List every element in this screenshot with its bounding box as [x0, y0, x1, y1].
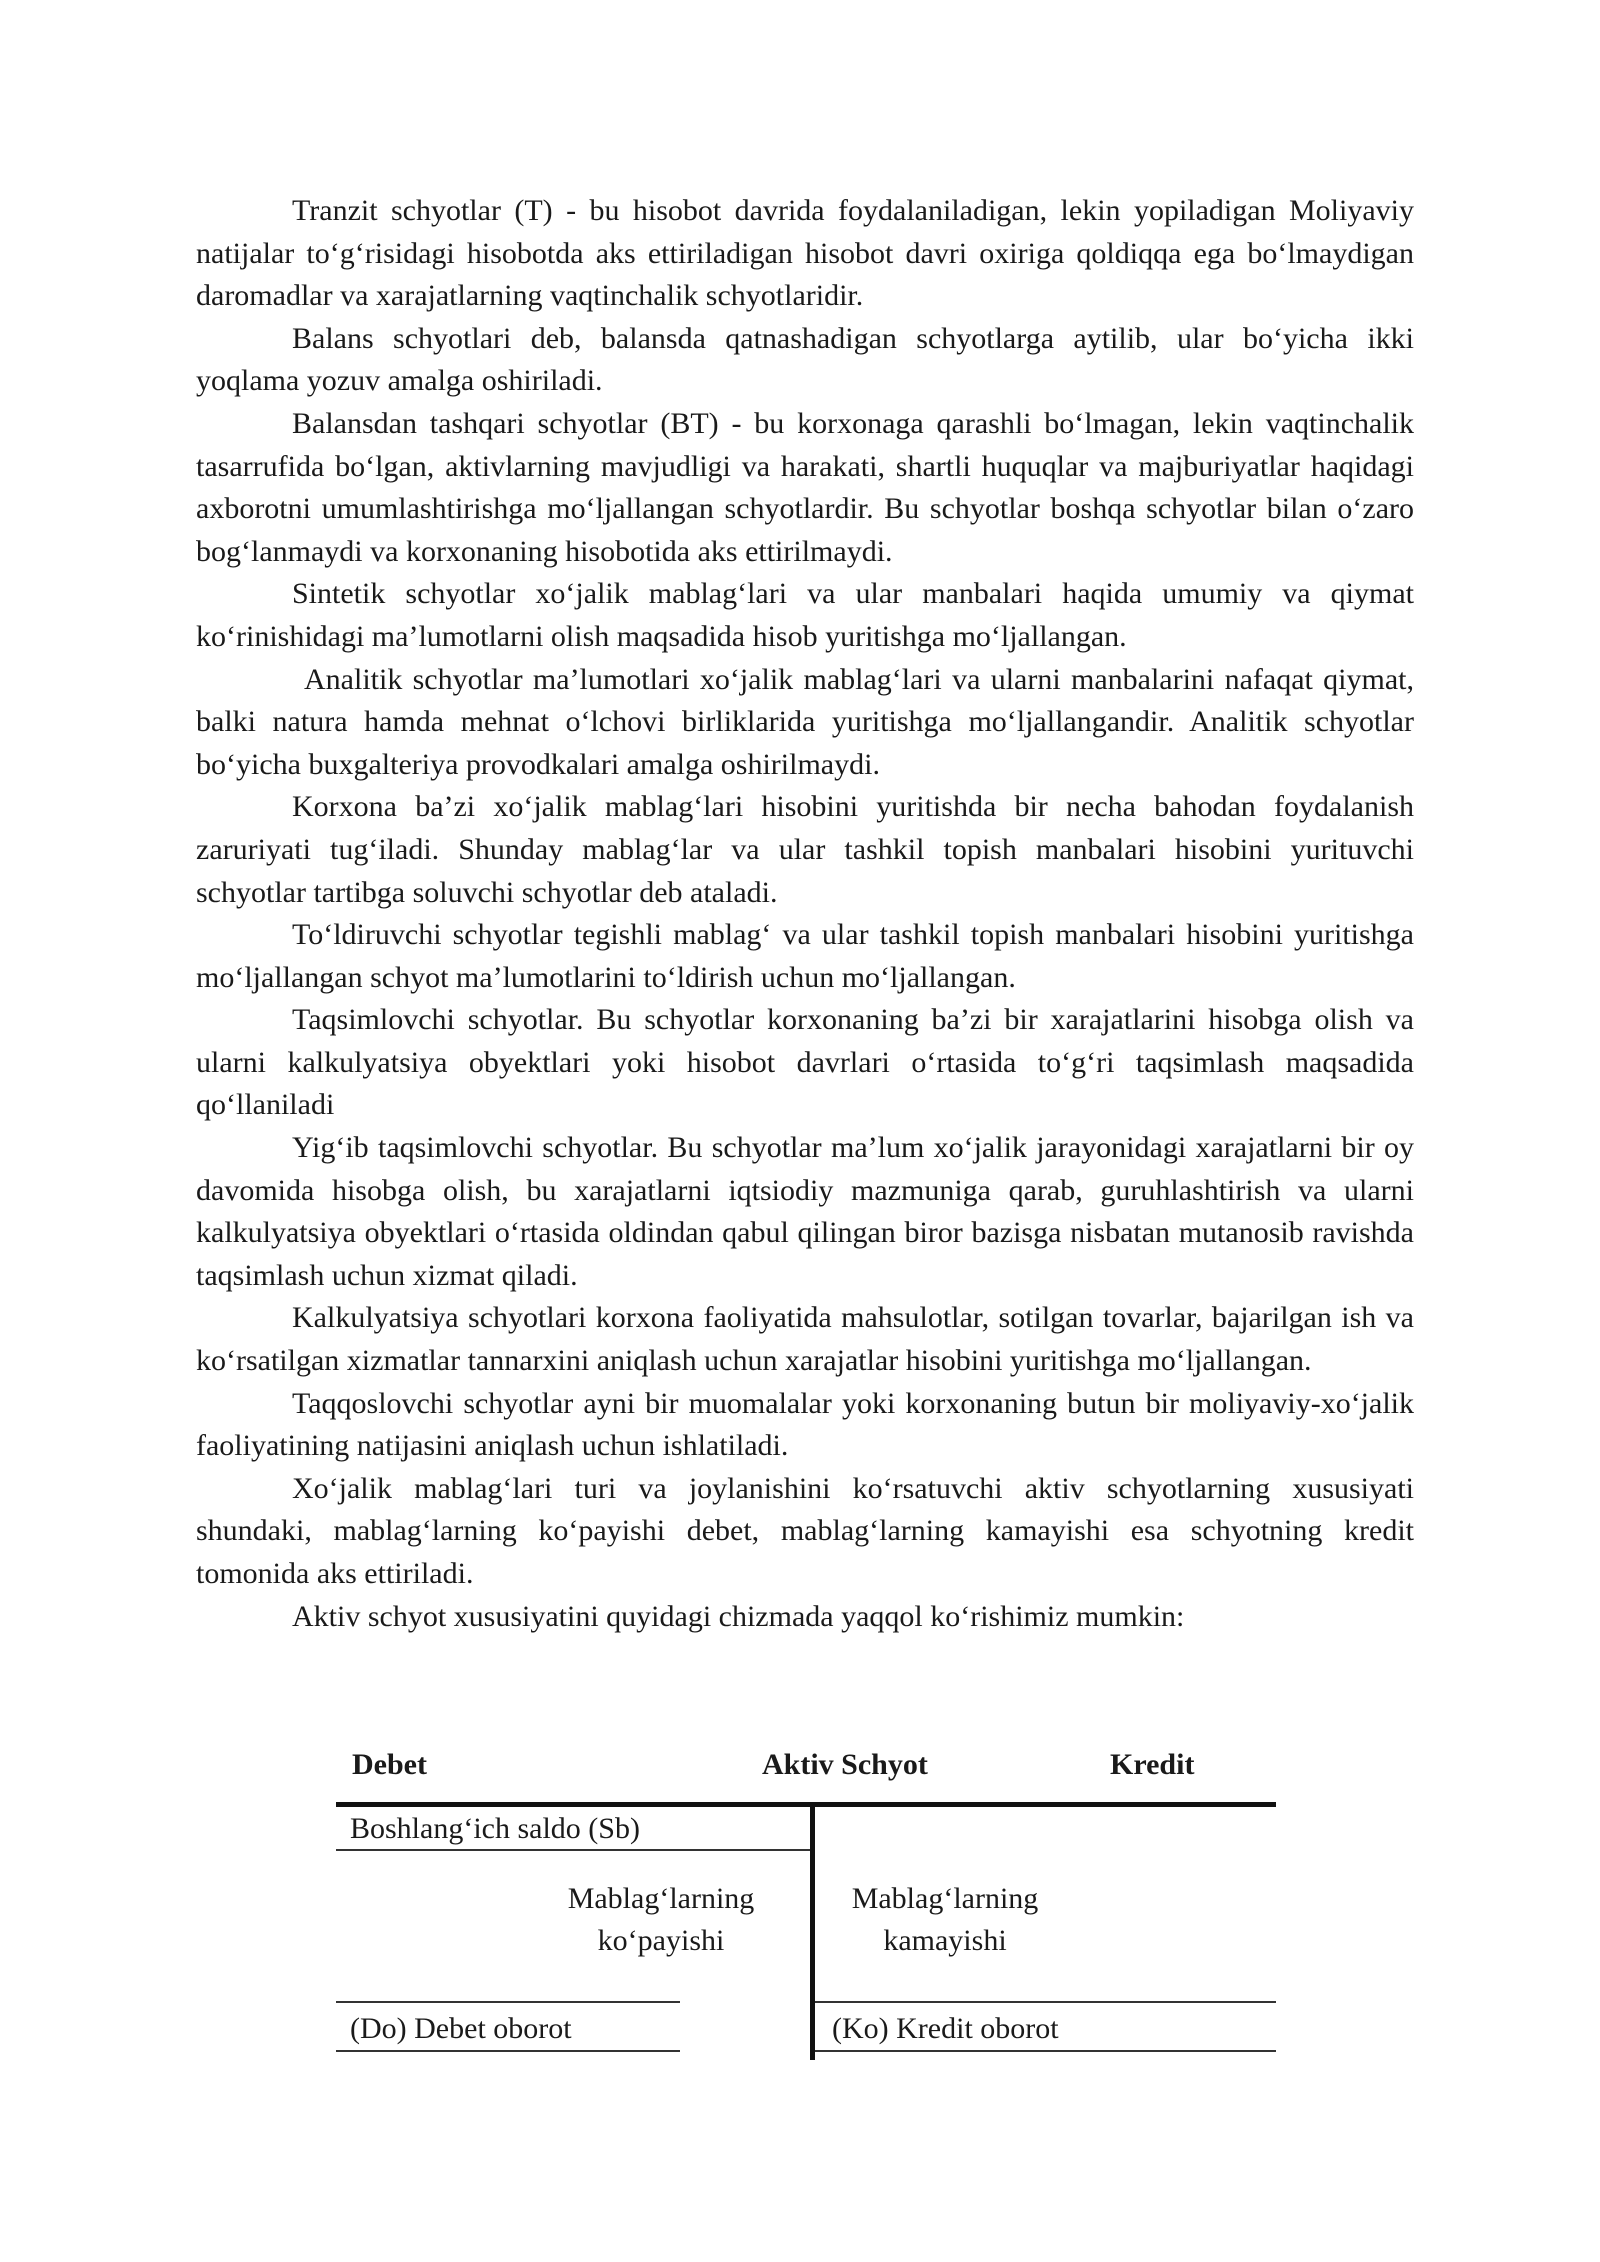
decrease-label-line1: Mablag‘larning — [851, 1882, 1039, 1915]
decrease-label — [830, 1878, 1060, 1962]
paragraph-collecting-distributing-accounts: Yig‘ib taqsimlovchi schyotlar. Bu schyotlar ma’lum xo‘jalik jarayonidagi xarajatlarni bir oy davomida hisobga olish, bu xarajatlarni iqtsiodiy mazmuniga qarab, guruhlashtirish va ularni kalkulyatsiya obyektlari o‘rtasida oldindan qabul qilingan biror bazisga nisbatan mutanosib ravishda taqsimlash uchun xizmat qiladi. — [196, 1131, 1414, 1292]
paragraph-distributing-accounts: Taqsimlovchi schyotlar. Bu schyotlar korxonaning ba’zi bir xarajatlarini hisobga olish va ularni kalkulyatsiya obyektlari yoki hisobot davrlari o‘rtasida to‘g‘ri taqsimlash maqsadida qo‘llaniladi — [196, 1003, 1414, 1122]
debit-header: Debet — [352, 1748, 427, 1781]
paragraph-balance-accounts: Balans schyotlari deb, balansda qatnashadigan schyotlarga aytilib, ular bo‘yicha ikki yoqlama yozuv amalga oshiriladi. — [196, 321, 1414, 398]
paragraph-regulating-accounts: Korxona ba’zi xo‘jalik mablag‘lari hisobini yuritishda bir necha bahodan foydalanish zaruriyati tug‘iladi. Shunday mablag‘lar va ular tashkil topish manbalari hisobini yurituvchi schyotlar tartibga soluvchi schyotlar deb ataladi. — [196, 790, 1414, 909]
paragraph-diagram-intro: Aktiv schyot xususiyatini quyidagi chizmada yaqqol ko‘rishimiz mumkin: — [292, 1599, 1185, 1633]
increase-label — [536, 1878, 786, 1962]
paragraph-synthetic-accounts: Sintetik schyotlar xo‘jalik mablag‘lari va ular manbalari haqida umumiy va qiymat ko‘rinishidagi ma’lumotlarni olish maqsadida hisob yuritishga mo‘ljallangan. — [196, 577, 1414, 653]
credit-turnover-topline — [815, 2001, 1276, 2003]
paragraph-supplementary-accounts: To‘ldiruvchi schyotlar tegishli mablag‘ va ular tashkil topish manbalari hisobini yuritishga mo‘ljallangan schyot ma’lumotlarini to‘ldirish uchun mo‘ljallangan. — [196, 918, 1414, 994]
increase-label-line2: ko‘payishi — [597, 1924, 725, 1957]
decrease-label-line2: kamayishi — [883, 1924, 1007, 1957]
t-account-divider — [810, 1802, 815, 2060]
debit-turnover-underline — [336, 2050, 680, 2052]
t-account-top-bar — [336, 1802, 1276, 1807]
paragraph-comparing-accounts: Taqqoslovchi schyotlar ayni bir muomalalar yoki korxonaning butun bir moliyaviy-xo‘jalik faoliyatining natijasini aniqlash uchun ishlatiladi. — [196, 1386, 1414, 1463]
credit-header: Kredit — [1110, 1748, 1195, 1781]
paragraph-off-balance-accounts: Balansdan tashqari schyotlar (BT) - bu korxonaga qarashli bo‘lmagan, lekin vaqtinchalik tasarrufida bo‘lgan, aktivlarning mavjudligi va harakati, shartli huquqlar va majburiyatlar haqidagi axborotni umumlashtirishga mo‘ljallangan schyotlardir. Bu schyotlar boshqa schyotlar bilan o‘zaro bog‘lanmaydi va korxonaning hisobotida aks ettirilmaydi. — [196, 406, 1414, 568]
paragraph-transit-accounts: Tranzit schyotlar (T) - bu hisobot davrida foydalaniladigan, lekin yopiladigan Moliyaviy natijalar to‘g‘risidagi hisobotda aks ettiriladigan hisobot davri oxiriga qoldiqqa ega bo‘lmaydigan daromadlar va xarajatlarning vaqtinchalik schyotlaridir. — [196, 194, 1414, 313]
debit-turnover-topline — [336, 2001, 680, 2003]
credit-turnover-underline — [815, 2050, 1276, 2052]
increase-label-line1: Mablag‘larning — [567, 1882, 755, 1915]
credit-turnover-label: (Ko) Kredit oborot — [832, 2012, 1059, 2045]
account-title: Aktiv Schyot — [762, 1748, 928, 1781]
t-account-diagram — [336, 1748, 1276, 2068]
paragraph-analytic-accounts: Analitik schyotlar ma’lumotlari xo‘jalik mablag‘lari va ularni manbalarini nafaqat qiymat, balki natura hamda mehnat o‘lchovi birliklarida yuritishga mo‘ljallangandir. Analitik schyotlar bo‘yicha buxgalteriya provodkalari amalga oshirilmaydi. — [196, 662, 1414, 781]
document-body — [196, 190, 1414, 1638]
paragraph-active-accounts: Xo‘jalik mablag‘lari turi va joylanishini ko‘rsatuvchi aktiv schyotlarning xususiyati shundaki, mablag‘larning ko‘payishi debet, mablag‘larning kamayishi esa schyotning kredit tomonida aks ettiriladi. — [196, 1471, 1414, 1590]
debit-turnover-label: (Do) Debet oborot — [350, 2012, 572, 2045]
opening-balance-label: Boshlang‘ich saldo (Sb) — [350, 1812, 640, 1845]
paragraph-costing-accounts: Kalkulyatsiya schyotlari korxona faoliyatida mahsulotlar, sotilgan tovarlar, bajarilgan ish va ko‘rsatilgan xizmatlar tannarxini aniqlash uchun xarajatlar hisobini yuritishga mo‘ljallangan. — [196, 1301, 1414, 1378]
